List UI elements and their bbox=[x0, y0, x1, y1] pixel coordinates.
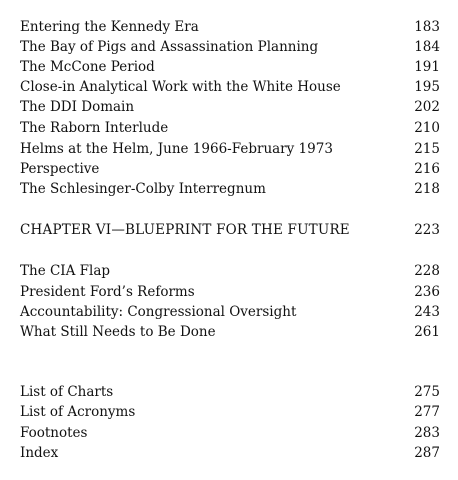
toc-entry-page: 191 bbox=[414, 59, 440, 75]
toc-entry-title: Index bbox=[20, 445, 59, 461]
toc-entry bbox=[20, 37, 440, 57]
toc-entry bbox=[20, 261, 440, 281]
toc-entry-page: 202 bbox=[414, 99, 440, 115]
toc-entry-page: 228 bbox=[414, 263, 440, 279]
toc-entry-page: 243 bbox=[414, 304, 440, 320]
toc-entry bbox=[20, 443, 440, 463]
toc-entry-title: The Bay of Pigs and Assassination Planning bbox=[20, 39, 319, 55]
toc-entry-title: Helms at the Helm, June 1966-February 1973 bbox=[20, 141, 333, 157]
toc-entry-title: President Ford’s Reforms bbox=[20, 284, 195, 300]
toc-entry-title: The CIA Flap bbox=[20, 263, 111, 279]
toc-entry bbox=[20, 77, 440, 97]
chapter-heading bbox=[20, 220, 440, 240]
toc-entry-title: Accountability: Congressional Oversight bbox=[20, 304, 297, 320]
toc-entry-title: Close-in Analytical Work with the White House bbox=[20, 79, 341, 95]
toc-entry-page: 183 bbox=[414, 19, 440, 35]
toc-entry bbox=[20, 139, 440, 159]
toc-entry-title: What Still Needs to Be Done bbox=[20, 324, 216, 340]
toc-entry-title: Entering the Kennedy Era bbox=[20, 19, 199, 35]
toc-entry bbox=[20, 402, 440, 422]
toc-entry-page: 287 bbox=[414, 445, 440, 461]
toc-entry bbox=[20, 423, 440, 443]
toc-entry-page: 184 bbox=[414, 39, 440, 55]
toc-entry-page: 236 bbox=[414, 284, 440, 300]
toc-entry bbox=[20, 57, 440, 77]
toc-entry-page: 275 bbox=[414, 384, 440, 400]
toc-entry bbox=[20, 97, 440, 117]
toc-entry bbox=[20, 302, 440, 322]
toc-entry-page: 277 bbox=[414, 404, 440, 420]
toc-entry-title: The DDI Domain bbox=[20, 99, 135, 115]
toc-entry-page: 210 bbox=[414, 120, 440, 136]
toc-entry bbox=[20, 382, 440, 402]
toc-entry-title: The McCone Period bbox=[20, 59, 155, 75]
toc-entry-page: 215 bbox=[414, 141, 440, 157]
toc-entry-title: The Raborn Interlude bbox=[20, 120, 169, 136]
chapter-page: 223 bbox=[414, 222, 440, 238]
toc-entry-title: Perspective bbox=[20, 161, 100, 177]
toc-entry-page: 216 bbox=[414, 161, 440, 177]
toc-entry bbox=[20, 179, 440, 199]
toc-entry-page: 283 bbox=[414, 425, 440, 441]
toc-entry bbox=[20, 118, 440, 138]
toc-entry bbox=[20, 282, 440, 302]
toc-entry-page: 261 bbox=[414, 324, 440, 340]
toc-entry-page: 195 bbox=[414, 79, 440, 95]
toc-entry-title: Footnotes bbox=[20, 425, 88, 441]
toc-entry bbox=[20, 322, 440, 342]
chapter-title: CHAPTER VI—BLUEPRINT FOR THE FUTURE bbox=[20, 222, 350, 238]
toc-entry bbox=[20, 159, 440, 179]
toc-entry bbox=[20, 17, 440, 37]
toc-entry-title: List of Acronyms bbox=[20, 404, 136, 420]
toc-entry-title: List of Charts bbox=[20, 384, 114, 400]
toc-entry-title: The Schlesinger-Colby Interregnum bbox=[20, 181, 266, 197]
toc-entry-page: 218 bbox=[414, 181, 440, 197]
